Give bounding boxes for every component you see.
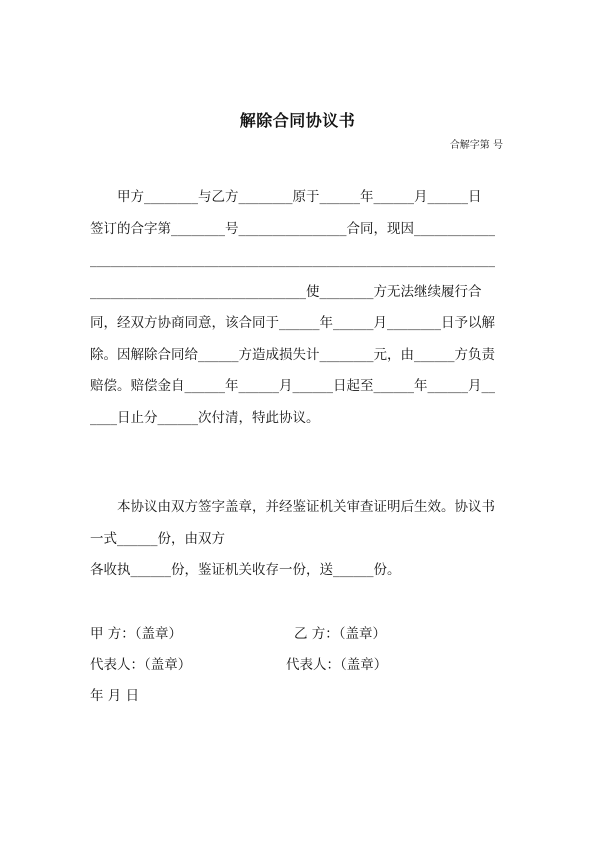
- text-line: 赔偿。赔偿金自______年______月______日起至______年______月__: [90, 378, 495, 394]
- agreement-paragraph-2: [90, 496, 506, 591]
- party-a-signature: 甲 方：（盖章）: [90, 626, 183, 642]
- representative-b-signature: 代表人：（盖章）: [286, 657, 388, 673]
- document-title: 解除合同协议书: [239, 111, 356, 130]
- representative-a-signature: 代表人：（盖章）: [90, 657, 192, 673]
- text-line: 本协议由双方签字盖章，并经鉴证机关审查证明后生效。协议书: [117, 499, 495, 515]
- text-line: 签订的合字第________号________________合同，现因____________: [90, 220, 495, 237]
- document-number: 合解字第 号: [449, 140, 503, 151]
- text-line: 甲方________与乙方________原于______年______月______日: [117, 189, 482, 205]
- text-line: 一式______份，由双方: [90, 530, 225, 547]
- text-line: 同，经双方协商同意，该合同于______年______月________日予以解: [90, 315, 495, 331]
- text-line: ________________________________使________方无法继续履行合: [90, 283, 482, 300]
- text-line: 各收执______份，鉴证机关收存一份，送______份。: [90, 562, 401, 578]
- text-line: 除。因解除合同给______方造成损失计________元，由______方负责: [90, 346, 495, 363]
- party-b-signature: 乙 方：（盖章）: [294, 626, 387, 642]
- date-line: 年 月 日: [90, 688, 140, 704]
- text-line: ____________________________________________________________: [90, 252, 495, 268]
- text-line: ____日止分______次付清，特此协议。: [90, 409, 320, 426]
- agreement-paragraph-1: [90, 186, 506, 438]
